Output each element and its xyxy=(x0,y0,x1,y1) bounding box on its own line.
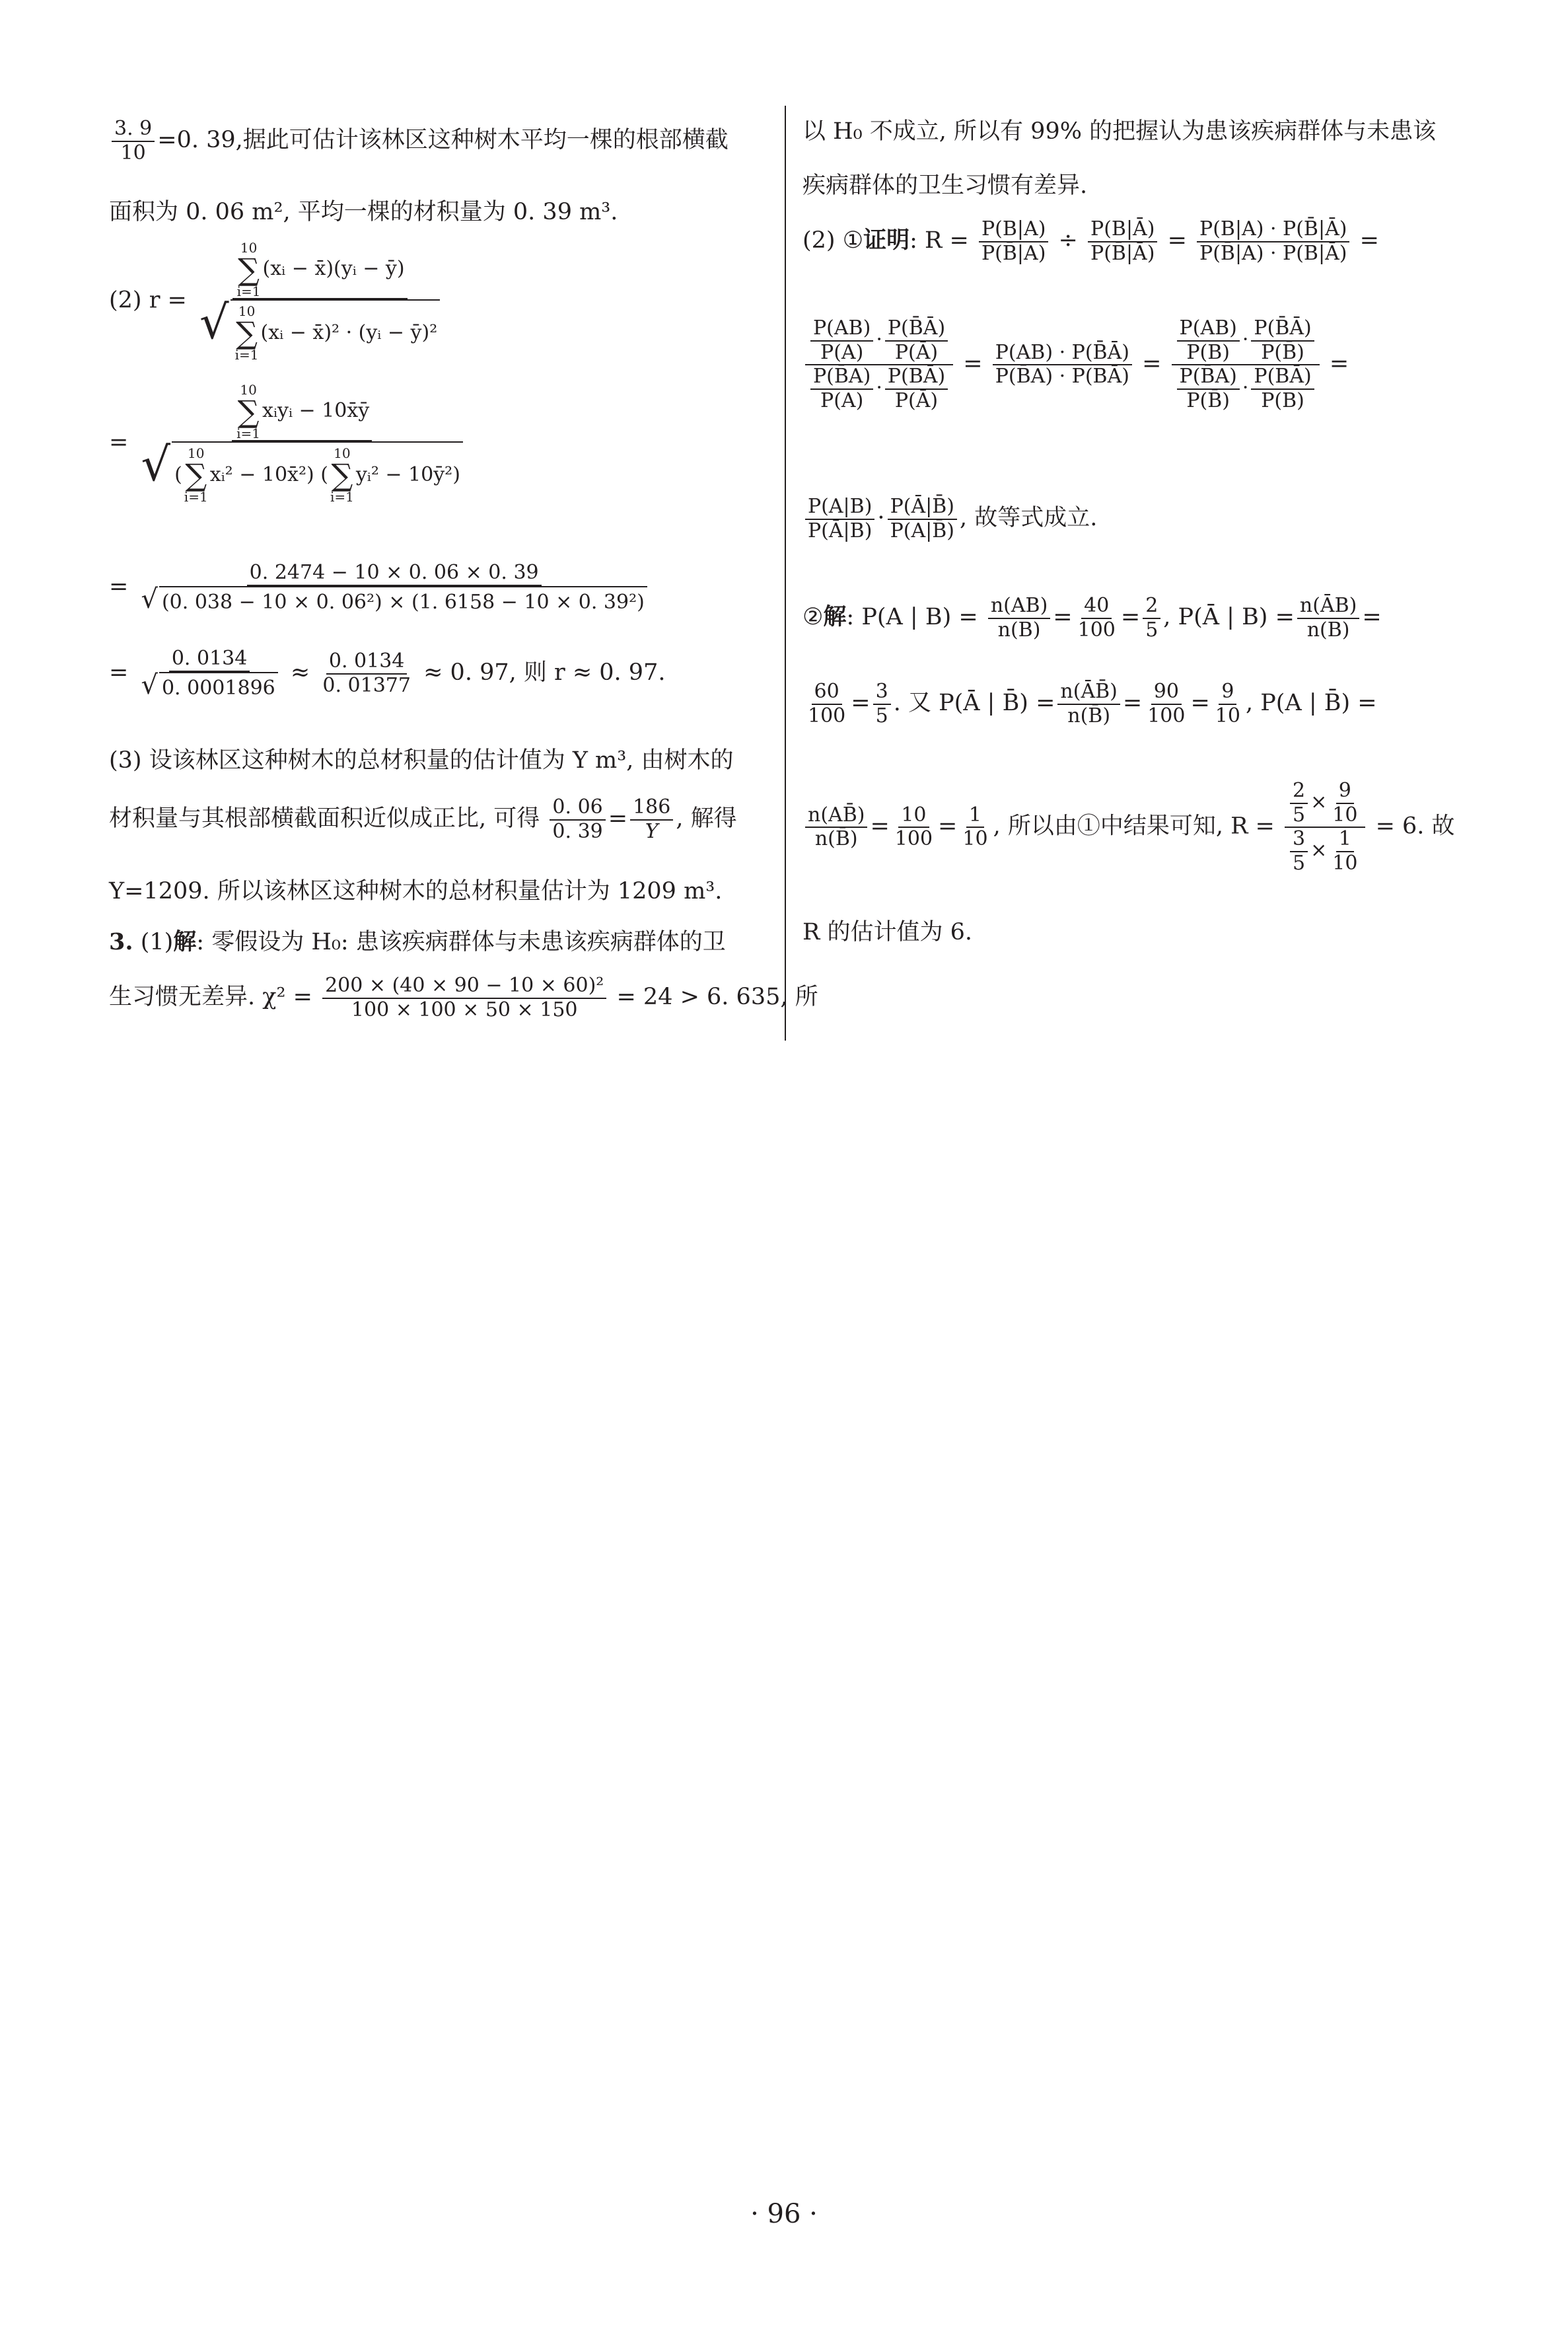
solution-line-3: $\frac{n(AB̄)}{n(B̄)}$ = $\frac{10}{100}$ = $\frac{1}{10}$ , 所以由①中结果可知, R = $\frac{2}{5}$ × $\frac{9}{10}$ $\frac{3}{5}$ × $\frac{1}{10}$ = 6. 故 xyxy=(802,780,1455,875)
fraction: $\frac{n(ĀB̄)}{n(B̄)}$ xyxy=(1057,681,1120,727)
fraction: $\frac{9}{10}$ xyxy=(1215,680,1240,727)
right-line-1: 以 H₀ 不成立, 所以有 99% 的把握认为患该疾病群体与未患该 xyxy=(802,118,1437,145)
solution-line-4: R 的估计值为 6. xyxy=(802,919,972,945)
correlation-formula-step4: = 0. 0134 √ 0. 0001896 ≈ $\frac{0. 0134}{0. 01377}$ ≈ 0. 97, 则 r ≈ 0. 97. xyxy=(109,647,666,700)
solution-line-2: $\frac{60}{100}$ = $\frac{3}{5}$ . 又 P(Ā | B̄) = $\frac{n(ĀB̄)}{n(B̄)}$ = $\frac{90}{100}$ = $\frac{9}{10}$ , P(A | B̄) = xyxy=(802,681,1377,727)
fraction: $\frac{n(ĀB)}{n(B)}$ xyxy=(1297,595,1359,642)
correlation-formula-step2: = 10 ∑ i=1 xᵢyᵢ − 10x̄ȳ √ ( 10 ∑ i=1 xᵢ² − 10x̄² ) ( 10 ∑ i=1 yᵢ² − 10ȳ² ) xyxy=(109,383,468,503)
fraction: $\frac{P(AB) \cdot P(B̄Ā)}{P(B̄A) \cdot P(BĀ)}$ xyxy=(993,342,1132,388)
correlation-formula: (2) r = 10 ∑ i=1 (xᵢ − x̄)(yᵢ − ȳ) √ 10 ∑ i=1 (xᵢ − x̄)² · (yᵢ − ȳ)² xyxy=(109,241,445,361)
proof-line-2: $\frac{P(AB)}{P(A)}$ · $\frac{P(B̄Ā)}{P(Ā)}$ $\frac{P(B̄A)}{P(A)}$ · $\frac{P(BĀ)}{P(Ā)}$ = $\frac{P(AB) \cdot P(B̄Ā)}{P(B̄A) \cdot P(BĀ)}$ = $\frac{P(AB)}{P(B)}$ · $\frac{P(B̄Ā)}{P(B̄)}$ $\frac{P(B̄A)}{P(B̄)}$ · $\frac{P(BĀ)}{P(B)}$ = xyxy=(802,317,1349,412)
fraction: $\frac{1}{10}$ xyxy=(962,803,988,850)
left-line-2: 面积为 0. 06 m², 平均一棵的材积量为 0. 39 m³. xyxy=(109,199,618,225)
solution-line-1: ②解: P(A | B) = $\frac{n(AB)}{n(B)}$ = $\frac{40}{100}$ = $\frac{2}{5}$ , P(Ā | B) = $\frac{n(ĀB)}{n(B)}$ = xyxy=(802,594,1382,642)
fraction: $\frac{10}{100}$ xyxy=(894,803,933,850)
column-divider xyxy=(785,106,786,1041)
page-number: · 96 · xyxy=(750,2199,818,2229)
fraction: $\frac{P(AB)}{P(B)}$ · $\frac{P(B̄Ā)}{P(B̄)}$ $\frac{P(B̄A)}{P(B̄)}$ · $\frac{P(BĀ)}{P(B)}$ xyxy=(1172,317,1320,412)
fraction: 10 ∑ i=1 xᵢyᵢ − 10x̄ȳ √ ( 10 ∑ i=1 xᵢ² − 10x̄² ) ( 10 ∑ i=1 yᵢ² − 10ȳ² ) xyxy=(138,383,465,503)
fraction: $\frac{2}{5}$ xyxy=(1143,595,1160,642)
fraction: $\frac{90}{100}$ xyxy=(1147,680,1186,727)
correlation-formula-step3: = 0. 2474 − 10 × 0. 06 × 0. 39 √ (0. 038 − 10 × 0. 06²) × (1. 6158 − 10 × 0. 39²) xyxy=(109,562,653,614)
fraction: $\frac{3}{5}$ xyxy=(873,681,891,727)
fraction: $\frac{P(Ā|B̄)}{P(A|B̄)}$ xyxy=(888,496,957,542)
part3-line-1: (3) 设该林区这种树木的总材积量的估计值为 Y m³, 由树木的 xyxy=(109,747,734,774)
fraction: $\frac{P(B|A) \cdot P(B̄|Ā)}{P(B̄|A) \cdot P(B|Ā)}$ xyxy=(1197,218,1349,265)
fraction: 0. 0134 √ 0. 0001896 xyxy=(138,647,280,700)
fraction: 0. 2474 − 10 × 0. 06 × 0. 39 √ (0. 038 − 10 × 0. 06²) × (1. 6158 − 10 × 0. 39²) xyxy=(138,562,649,614)
question3-line-1: 3. (1)解: 零假设为 H₀: 患该疾病群体与未患该疾病群体的卫 xyxy=(109,928,726,955)
fraction: $\frac{60}{100}$ xyxy=(808,680,846,727)
fraction: $\frac{2}{5}$ × $\frac{9}{10}$ $\frac{3}{5}$ × $\frac{1}{10}$ xyxy=(1285,780,1365,875)
fraction: $\frac{3. 9}{10}$ xyxy=(112,118,155,165)
left-line-1: $\frac{3. 9}{10}$ =0. 39,据此可估计该林区这种树木平均一棵的根部横截 xyxy=(109,118,729,165)
fraction: $\frac{n(AB)}{n(B)}$ xyxy=(988,595,1050,642)
fraction: $\frac{P(B|Ā)}{P(B̄|Ā)}$ xyxy=(1088,218,1157,265)
right-line-2: 疾病群体的卫生习惯有差异. xyxy=(802,172,1088,199)
fraction: $\frac{0. 0134}{0. 01377}$ xyxy=(322,649,411,697)
fraction: $\frac{\text{200 × (40 × 90 − 10 × 60)²}}{100 \times 100 \times 50 \times 150}$ xyxy=(322,975,606,1021)
fraction: $\frac{0. 06}{0. 39}$ xyxy=(550,796,605,843)
proof-line-1: (2) ①证明: R = $\frac{P(B|A)}{P(B̄|A)}$ ÷ $\frac{P(B|Ā)}{P(B̄|Ā)}$ = $\frac{P(B|A) \cdot P(B̄|Ā)}{P(B̄|A) \cdot P(B|Ā)}$ = xyxy=(802,217,1379,265)
fraction: $\frac{n(AB̄)}{n(B̄)}$ xyxy=(805,804,867,851)
proof-line-3: $\frac{P(A|B)}{P(Ā|B)}$ · $\frac{P(Ā|B̄)}{P(A|B̄)}$ , 故等式成立. xyxy=(802,496,1097,542)
fraction: 10 ∑ i=1 (xᵢ − x̄)(yᵢ − ȳ) √ 10 ∑ i=1 (xᵢ − x̄)² · (yᵢ − ȳ)² xyxy=(197,241,443,361)
part3-line-2: 材积量与其根部横截面积近似成正比, 可得 $\frac{0. 06}{0. 39}$ = $\frac{186}{Y}$ , 解得 xyxy=(109,795,737,843)
fraction: $\frac{40}{100}$ xyxy=(1077,594,1116,642)
fraction: $\frac{P(A|B)}{P(Ā|B)}$ xyxy=(805,496,874,542)
fraction: $\frac{P(AB)}{P(A)}$ · $\frac{P(B̄Ā)}{P(Ā)}$ $\frac{P(B̄A)}{P(A)}$ · $\frac{P(BĀ)}{P(Ā)}$ xyxy=(805,317,953,412)
fraction: $\frac{186}{Y}$ xyxy=(630,796,673,843)
fraction: $\frac{P(B|A)}{P(B̄|A)}$ xyxy=(979,218,1048,265)
question3-line-2: 生习惯无差异. χ² = $\frac{\text{200 × (40 × 90 − 10 × 60)²}}{100 \times 100 \times 50 \times 150}$ = 24 > 6. 635, 所 xyxy=(109,974,818,1021)
part3-line-3: Y=1209. 所以该林区这种树木的总材积量估计为 1209 m³. xyxy=(109,878,723,904)
